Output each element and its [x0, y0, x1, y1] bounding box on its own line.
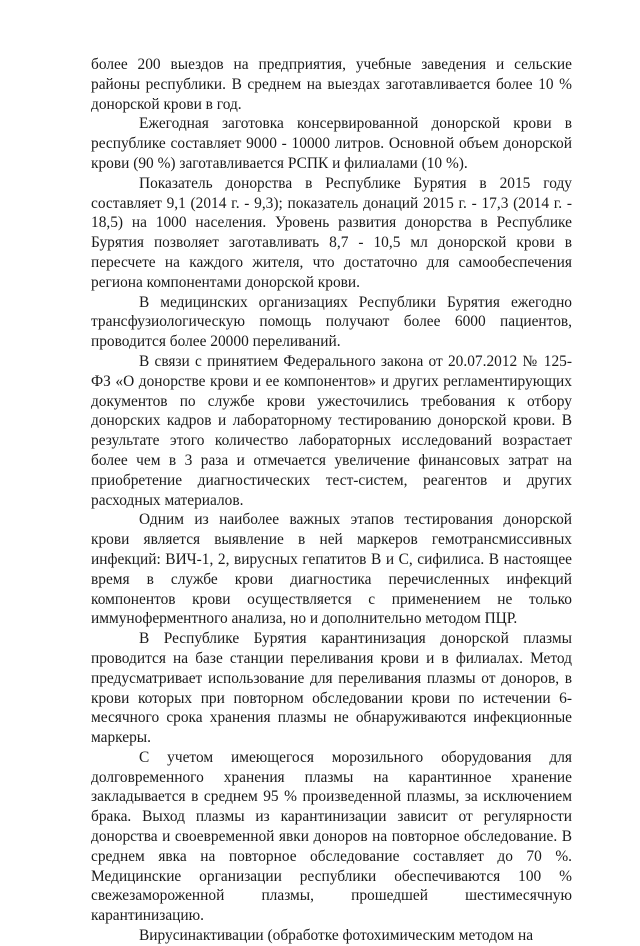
paragraph-plasma-storage: С учетом имеющегося морозильного оборудования для долговременного хранения плазмы на карантинное хранение закладывается в среднем 95 % произведенной плазмы, за исключением брака. Выход плазмы из карантинизации зависит от регулярности донорства и своевременной явки доноров на повторное обследование. В среднем явка на повторное обследование составляет до 70 %. Медицинские организации республики обеспечиваются 100 % свежезамороженной плазмы, прошедшей шестимесячную карантинизацию. — [91, 748, 572, 925]
paragraph-donation-indicators: Показатель донорства в Республике Бурятия в 2015 году составляет 9,1 (2014 г. - 9,3); показатель донаций 2015 г. - 17,3 (2014 г. - 18,5) на 1000 населения. Уровень развития донорства в Республике Бурятия позволяет заготавливать 8,7 - 10,5 мл донорской крови в пересчете на каждого жителя, что достаточно для самообеспечения региона компонентами донорской крови. — [91, 174, 572, 291]
paragraph-continuation: более 200 выездов на предприятия, учебные заведения и сельские районы республики. В среднем на выездах заготавливается более 10 % донорской крови в год. — [91, 56, 572, 113]
paragraph-transfusion-help: В медицинских организациях Республики Бурятия ежегодно трансфузиологическую помощь получают более 6000 пациентов, проводится более 20000 переливаний. — [91, 293, 572, 351]
paragraph-federal-law: В связи с принятием Федерального закона от 20.07.2012 № 125-ФЗ «О донорстве крови и ее компонентов» и других регламентирующих документов по службе крови ужесточились требования к отбору донорских кадров и лабораторному тестированию донорской крови. В результате этого количество лабораторных исследований возрастает более чем в 3 раза и отмечается увеличение финансовых затрат на приобретение диагностических тест-систем, реагентов и других расходных материалов. — [91, 352, 572, 509]
paragraph-blood-collection-volume: Ежегодная заготовка консервированной донорской крови в республике составляет 9000 - 10000 литров. Основной объем донорской крови (90 %) заготавливается РСПК и филиалами (10 %). — [91, 115, 572, 172]
paragraph-plasma-quarantine: В Республике Бурятия карантинизация донорской плазмы проводится на базе станции переливания крови и в филиалах. Метод предусматривает использование для переливания плазмы от доноров, в крови которых при повторном обследовании крови по истечении 6-месячного срока хранения плазмы не обнаруживаются инфекционные маркеры. — [91, 630, 572, 747]
paragraph-virus-inactivation: Вирусинактивации (обработке фотохимическим методом на — [139, 927, 534, 945]
document-body — [91, 55, 572, 946]
paragraph-infection-testing: Одним из наиболее важных этапов тестирования донорской крови является выявление в ней маркеров гемотрансмиссивных инфекций: ВИЧ-1, 2, вирусных гепатитов В и С, сифилиса. В настоящее время в службе крови диагностика перечисленных инфекций компонентов крови осуществляется с применением не только иммуноферментного анализа, но и дополнительно методом ПЦР. — [91, 511, 572, 628]
